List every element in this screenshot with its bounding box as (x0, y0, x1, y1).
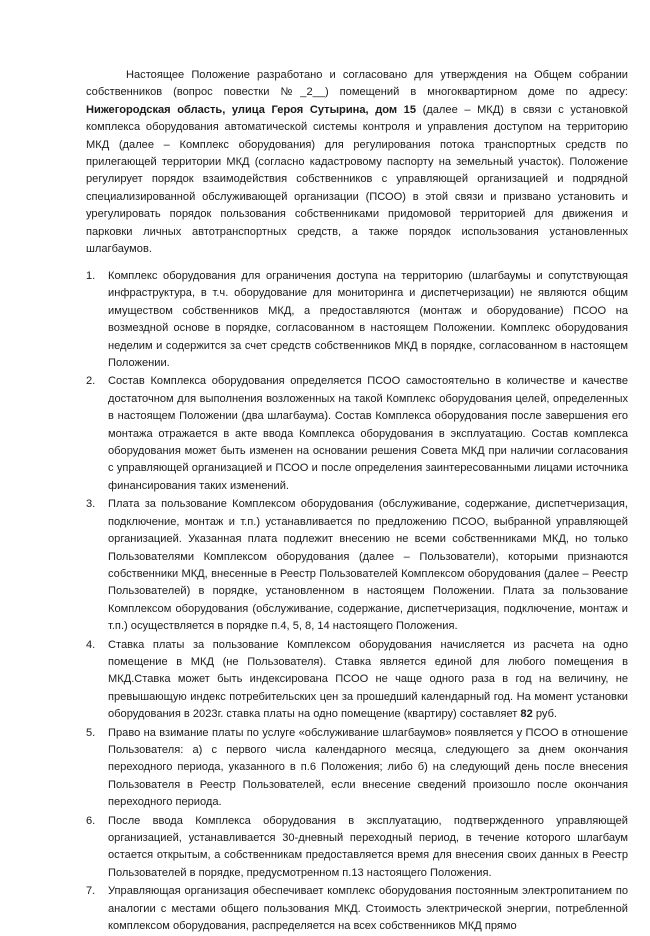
clause-2 (0, 373, 650, 495)
clause-number: 4. (86, 638, 96, 651)
clause-6 (0, 813, 650, 883)
clause-number: 6. (86, 814, 96, 827)
clause-3 (0, 496, 650, 635)
clause-text: Плата за пользование Комплексом оборудования (обслуживание, содержание, диспетчеризация, подключение, монтаж и т.п.) устанавливается по предложению ПСОО, выбранной управляющей организацией. Указанная плата подлежит внесению не всеми собственниками МКД, но только Пользователями Комплексом оборудования (далее – Пользователи), которыми признаются собственники МКД, внесенные в Реестр Пользователей Комплексом оборудования (далее – Реестр Пользователей) в порядке, установленном в настоящем Положении. Плата за пользование Комплексом оборудования (обслуживание, содержание, диспетчеризация, подключение, монтаж и т.п.) осуществляется в порядке п.4, 5, 8, 14 настоящего Положения. (108, 498, 628, 633)
clause-4 (0, 637, 650, 724)
clause-4-text-before: Ставка платы за пользование Комплексом оборудования начисляется из расчета на одно помещение в МКД (не Пользователя). Ставка является единой для любого помещения в МКД.Ставка может быть индексирована ПСОО не чаще одного раза в год на величину, не превышающую индекс потребительских цен за прошедший календарный год. На момент установки оборудования в 2023г. ставка платы на одно помещение (квартиру) составляет (108, 638, 628, 721)
fee-amount: 82 (520, 708, 533, 721)
intro-text-part2: (далее – МКД) в связи с установкой комплекса оборудования автоматической системы контроля и управления доступом на территорию МКД (далее – Комплекс оборудования) для регулирования потока транспортных средств по прилегающей территории МКД (согласно кадастровому паспорту на земельный участок). Положение регулирует порядок взаимодействия собственников с управляющей организацией и подрядной специализированной обслуживающей организации (ПСОО) в этой связи и призвано установить и урегулировать порядок пользования собственниками придомовой территорией для движения и парковки личных автотранспортных средств, а также порядок использования установленных шлагбаумов. (86, 103, 628, 256)
intro-text-part1: Настоящее Положение разработано и согласовано для утверждения на Общем собрании собственников (вопрос повестки №_2__) помещений в многоквартирном доме по адресу: (86, 69, 628, 99)
clause-number: 7. (86, 885, 96, 898)
clause-list (0, 268, 650, 936)
clause-text: Право на взимание платы по услуге «обслуживание шлагбаумов» появляется у ПСОО в отношение Пользователя: а) с первого числа календарного месяца, следующего за днем окончания переходного периода, указанного в п.6 Положения; либо б) на следующий день после внесения Пользователя в Реестр Пользователей, если внесение сведений произошло после окончания переходного периода. (108, 726, 628, 809)
clause-text: Состав Комплекса оборудования определяется ПСОО самостоятельно в количестве и качестве достаточном для выполнения возложенных на такой Комплекс оборудования целей, определенных в настоящем Положении (два шлагбаума). Состав Комплекса оборудования после завершения его монтажа отражается в акте ввода Комплекса оборудования в эксплуатацию. Состав комплекса оборудования может быть изменен на основании решения Совета МКД при наличии согласования с управляющей организацией и ПСОО и после определения заинтересованными лицами источника финансирования таких изменений. (108, 375, 628, 492)
intro-paragraph (86, 67, 628, 258)
clause-number: 3. (86, 498, 96, 511)
clause-number: 2. (86, 375, 96, 388)
clause-text: Комплекс оборудования для ограничения доступа на территорию (шлагбаумы и сопутствующая инфраструктура, в т.ч. оборудование для мониторинга и диспетчеризации) не являются общим имуществом собственников МКД, а предоставляются (монтаж и оборудование) ПСОО на возмездной основе в порядке, согласованном в настоящем Положении. Комплекс оборудования неделим и содержится за счет средств собственников МКД в порядке, согласованном в настоящем Положении. (108, 270, 628, 370)
clause-text: Управляющая организация обеспечивает комплекс оборудования постоянным электропитанием по аналогии с местами общего пользования МКД. Стоимость электрической энергии, потребленной комплексом оборудования, распределяется на всех собственников МКД прямо (108, 885, 628, 933)
clause-4-text-after: руб. (532, 708, 558, 721)
clause-7 (0, 883, 650, 935)
clause-5 (0, 725, 650, 812)
clause-text (108, 639, 628, 721)
clause-text: После ввода Комплекса оборудования в эксплуатацию, подтвержденного управляющей организацией, устанавливается 30-дневный переходный период, в течение которого шлагбаум остается открытым, а собственникам предоставляется время для внесения своих данных в Реестр Пользователей в порядке, предусмотренном п.13 настоящего Положения. (108, 814, 628, 879)
property-address: Нижегородская область, улица Героя Сутырина, дом 15 (86, 103, 416, 116)
clause-1 (0, 268, 650, 372)
clause-number: 5. (86, 726, 96, 739)
clause-number: 1. (86, 270, 96, 282)
